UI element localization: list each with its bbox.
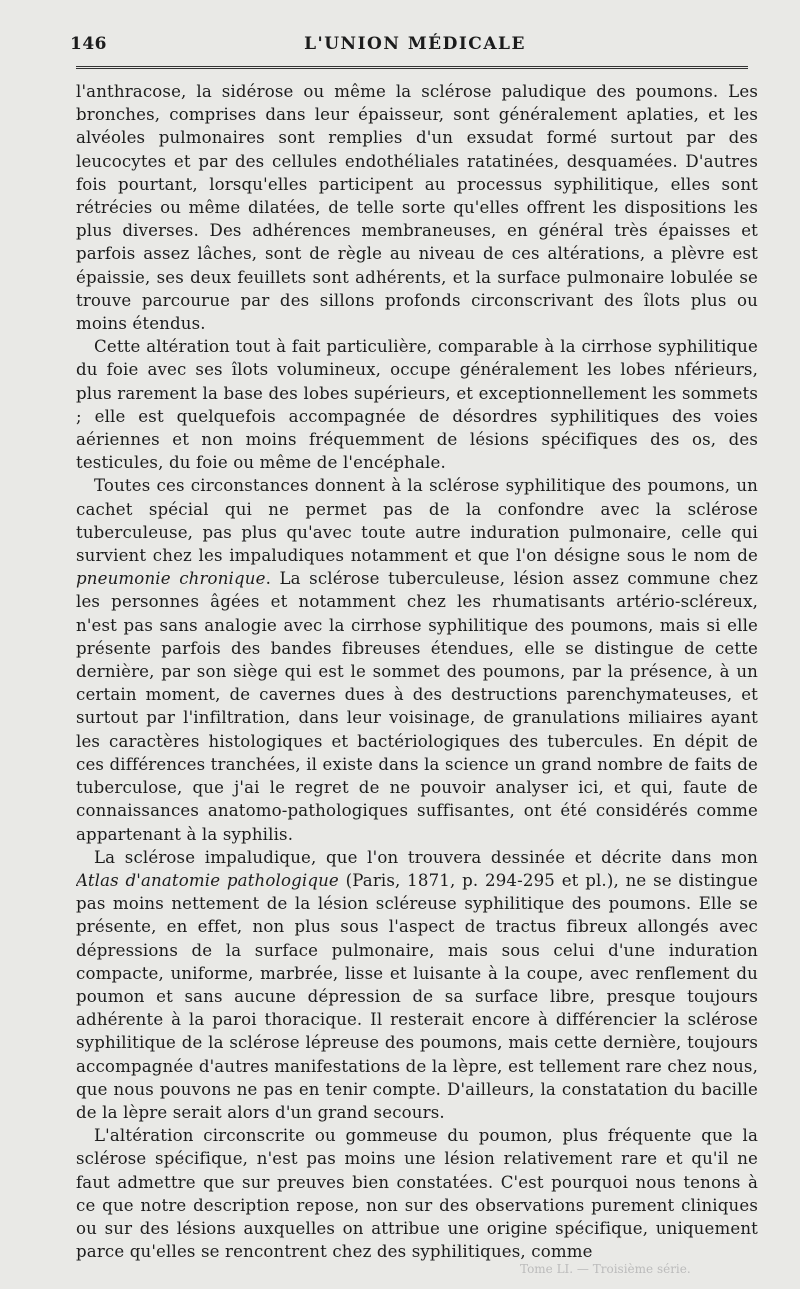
paragraph-3 — [76, 474, 758, 845]
page-number: 146 — [70, 34, 107, 54]
paragraph-5 — [76, 1124, 758, 1263]
header-rule — [76, 66, 748, 69]
paragraph-4-text-after: (Paris, 1871, p. 294-295 et pl.), ne se distingue pas moins nettement de la lésion scléreuse syphilitique des poumons. Elle se présente, en effet, non plus sous l'aspect de tractus fibreux allongés avec dépressions de la surface pulmonaire, mais sous celui d'une induration compacte, uniforme, marbrée, lisse et luisante à la coupe, avec renflement du poumon et sans aucune dépression de sa surface libre, presque toujours adhérente à la paroi thoracique. Il resterait encore à différencier la sclérose syphilitique de la sclérose lépreuse des poumons, mais cette dernière, toujours accompagnée d'autres manifestations de la lèpre, est tellement rare chez nous, que nous pouvons ne pas en tenir compte. D'ailleurs, la constatation du bacille de la lèpre serait alors d'un grand secours. — [76, 870, 758, 1122]
paragraph-1 — [76, 80, 758, 335]
article-body — [76, 80, 758, 1270]
paragraph-3-text-before: Toutes ces circonstances donnent à la sclérose syphilitique des poumons, un cachet spécial qui ne permet pas de la confondre avec la sclérose tuberculeuse, pas plus qu'avec toute autre induration pulmonaire, celle qui survient chez les impaludiques notamment et que l'on désigne sous le nom de — [76, 476, 758, 566]
paragraph-3-text-after: . La sclérose tuberculeuse, lésion assez commune chez les personnes âgées et notamment chez les rhumatisants artério-scléreux, n'est pas sans analogie avec la cirrhose syphilitique des poumons, mais si elle présente parfois des bandes fibreuses étendues, elle se distingue de cette dernière, par son siège qui est le sommet des poumons, par la présence, à un certain moment, de cavernes dues à des destructions parenchymateuses, et surtout par l'infiltration, dans leur voisinage, de granulations miliaires ayant les caractères histologiques et bactériologiques des tubercules. En dépit de ces différences tranchées, il existe dans la science un grand nombre de faits de tuberculose, que j'ai le regret de ne pouvoir analyser ici, et qui, faute de connaissances anatomo-pathologiques suffisantes, ont été considérés comme appartenant à la syphilis. — [76, 569, 758, 844]
paragraph-4-italic: Atlas d'anatomie pathologique — [76, 870, 339, 890]
paragraph-1-text: l'anthracose, la sidérose ou même la sclérose paludique des poumons. Les bronches, comprises dans leur épaisseur, sont généralement aplaties, et les alvéoles pulmonaires sont remplies d'un exsudat formé surtout par des leucocytes et par des cellules endothéliales ratatinées, desquamées. D'autres fois pourtant, lorsqu'elles participent au processus syphilitique, elles sont rétrécies ou même dilatées, de telle sorte qu'elles offrent les dispositions les plus diverses. Des adhérences membraneuses, en général très épaisses et parfois assez lâches, sont de règle au niveau de ces altérations, a plèvre est épaissie, ses deux feuillets sont adhérents, et la surface pulmonaire lobulée se trouve parcourue par des sillons profonds circonscrivant des îlots plus ou moins étendus. — [76, 82, 758, 334]
paragraph-4 — [76, 846, 758, 1124]
paragraph-4-text-before: La sclérose impaludique, que l'on trouvera dessinée et décrite dans mon — [94, 847, 758, 867]
footer-faint-text: Tome LI. — Troisième série. — [520, 1262, 691, 1276]
paragraph-2 — [76, 335, 758, 474]
paragraph-5-text: L'altération circonscrite ou gommeuse du poumon, plus fréquente que la sclérose spécifique, n'est pas moins une lésion relativement rare et qu'il ne faut admettre que sur preuves bien constatées. C'est pourquoi nous tenons à ce que notre description repose, non sur des observations purement cliniques ou sur des lésions auxquelles on attribue une origine spécifique, uniquement parce qu'elles se rencontrent chez des syphilitiques, comme — [76, 1126, 758, 1262]
paragraph-3-italic: pneumonie chronique — [76, 569, 266, 589]
paragraph-2-text: Cette altération tout à fait particulière, comparable à la cirrhose syphilitique du foie avec ses îlots volumineux, occupe généralement les lobes nférieurs, plus rarement la base des lobes supérieurs, et exceptionnellement les sommets ; elle est quelquefois accompagnée de désordres syphilitiques des voies aériennes et non moins fréquemment de lésions spécifiques des os, des testicules, du foie ou même de l'encéphale. — [76, 337, 758, 473]
running-title: L'UNION MÉDICALE — [304, 34, 526, 54]
page-header — [70, 34, 760, 64]
